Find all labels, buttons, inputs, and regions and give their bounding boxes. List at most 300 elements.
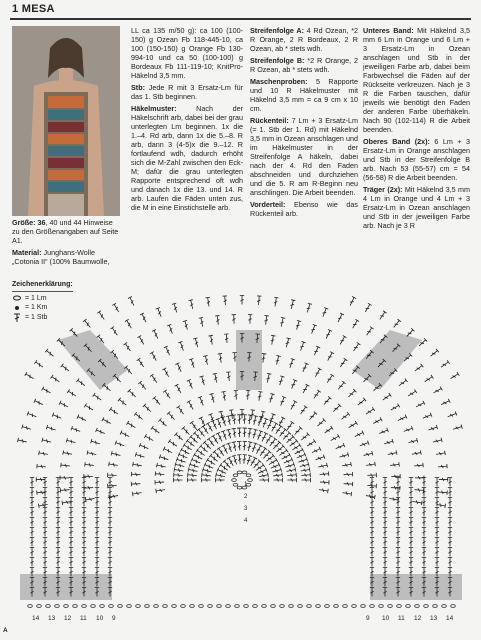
double-crochet-symbol: [435, 548, 439, 557]
pattern-label: Häkelmuster:: [131, 104, 177, 113]
legend-label-slip: = 1 Km: [25, 304, 48, 311]
stripe-a-paragraph: [250, 26, 358, 53]
double-crochet-symbol: [108, 508, 112, 517]
chain-stitch-symbol: [271, 605, 276, 608]
double-crochet-symbol: [174, 478, 183, 482]
double-crochet-symbol: [63, 450, 73, 456]
chain-stitch-symbol: [181, 605, 186, 608]
double-crochet-symbol: [56, 518, 60, 527]
double-crochet-symbol: [56, 488, 60, 497]
double-crochet-symbol: [449, 372, 459, 380]
double-crochet-symbol: [221, 391, 227, 401]
double-crochet-symbol: [438, 490, 447, 495]
chain-stitch-symbol: [237, 486, 242, 489]
double-crochet-symbol: [84, 474, 93, 479]
double-crochet-symbol: [108, 478, 112, 487]
double-crochet-symbol: [422, 558, 426, 567]
double-crochet-symbol: [43, 518, 47, 527]
double-crochet-symbol: [248, 315, 253, 324]
double-crochet-symbol: [339, 452, 349, 459]
double-crochet-symbol: [95, 478, 99, 487]
double-crochet-symbol: [318, 463, 328, 469]
double-crochet-symbol: [270, 335, 276, 345]
double-crochet-symbol: [95, 548, 99, 557]
double-crochet-symbol: [383, 508, 387, 517]
chain-stitch-symbol: [82, 605, 87, 608]
double-crochet-symbol: [216, 478, 225, 482]
stripe-b-paragraph: [250, 56, 358, 74]
upper-band-text: 6 Lm + 3 Ersatz-Lm in Orange anschlagen und Stb in der Streifenfolge B arb. Nach 53 (55-57) cm = 54 (56-58) R die Arbeit beenden.: [363, 137, 470, 182]
stripe-a-text: 4 Rd Ozean, *2 R Orange, 2 R Bordeaux, 2 R Ozean, ab * stets wdh.: [250, 26, 358, 53]
sizes-text: , 40 und 44 Hinweise zu den Größenangaben auf Seite A1.: [12, 218, 119, 245]
double-crochet-symbol: [45, 349, 55, 358]
double-crochet-symbol: [120, 431, 130, 439]
double-crochet-symbol: [432, 438, 442, 444]
double-crochet-symbol: [133, 462, 143, 468]
double-crochet-symbol: [108, 518, 112, 527]
chain-stitch-symbol: [242, 471, 247, 474]
double-crochet-symbol: [202, 473, 212, 479]
double-crochet-symbol: [108, 488, 112, 497]
chain-stitch-symbol: [233, 483, 238, 486]
double-crochet-symbol: [139, 443, 149, 451]
double-crochet-symbol: [251, 429, 258, 439]
chain-stitch-symbol: [370, 605, 375, 608]
double-crochet-symbol: [370, 498, 374, 507]
chain-stitch-symbol: [154, 605, 159, 608]
double-crochet-symbol: [137, 358, 146, 368]
double-crochet-symbol: [199, 317, 205, 327]
double-crochet-symbol: [422, 508, 426, 517]
page-footer: A: [3, 627, 8, 634]
double-crochet-symbol: [163, 390, 172, 400]
double-crochet-symbol: [366, 493, 376, 499]
double-crochet-symbol: [299, 341, 306, 351]
double-crochet-symbol: [176, 457, 186, 464]
chain-stitch-symbol: [136, 605, 141, 608]
double-crochet-symbol: [396, 538, 400, 547]
double-crochet-symbol: [322, 396, 331, 406]
double-crochet-symbol: [232, 315, 237, 324]
double-crochet-symbol: [221, 417, 228, 427]
chain-stitch-symbol: [388, 605, 393, 608]
double-crochet-symbol: [370, 548, 374, 557]
double-crochet-symbol: [347, 389, 357, 398]
double-crochet-symbol: [17, 438, 27, 444]
double-crochet-symbol: [46, 425, 56, 432]
double-crochet-symbol: [193, 453, 203, 461]
double-crochet-symbol: [189, 462, 199, 469]
double-crochet-symbol: [336, 313, 344, 323]
double-crochet-symbol: [370, 518, 374, 527]
row-number-label: 14: [446, 615, 454, 622]
chain-stitch-symbol: [237, 471, 242, 474]
double-crochet-symbol: [216, 473, 226, 479]
double-crochet-symbol: [259, 411, 265, 421]
double-crochet-symbol: [438, 464, 447, 469]
front-label: Vorderteil:: [250, 200, 286, 209]
double-crochet-symbol: [378, 311, 387, 321]
double-crochet-symbol: [183, 320, 190, 330]
double-crochet-symbol: [43, 558, 47, 567]
double-crochet-symbol: [43, 478, 47, 487]
round-number-label: 3: [244, 506, 248, 512]
double-crochet-symbol: [240, 296, 244, 305]
double-crochet-symbol: [242, 455, 247, 464]
double-crochet-symbol: [52, 413, 62, 421]
double-crochet-symbol: [203, 355, 209, 365]
double-crochet-symbol: [448, 508, 452, 517]
double-crochet-symbol: [200, 376, 207, 386]
double-crochet-symbol: [102, 417, 112, 425]
double-crochet-symbol: [363, 303, 371, 313]
double-crochet-symbol: [187, 400, 195, 410]
double-crochet-symbol: [111, 451, 121, 457]
double-crochet-symbol: [266, 420, 274, 430]
chain-stitch-symbol: [244, 605, 249, 608]
double-crochet-symbol: [56, 508, 60, 517]
double-crochet-symbol: [115, 441, 125, 448]
double-crochet-symbol: [448, 488, 452, 497]
double-crochet-symbol: [391, 474, 400, 479]
chain-stitch-symbol: [343, 605, 348, 608]
double-crochet-symbol: [205, 297, 211, 307]
double-crochet-symbol: [337, 381, 346, 391]
double-crochet-symbol: [352, 342, 361, 352]
double-crochet-symbol: [260, 432, 268, 442]
header-divider: [10, 18, 471, 20]
double-crochet-symbol: [159, 455, 169, 462]
double-crochet-symbol: [226, 429, 233, 439]
gauge-label: Maschenproben:: [250, 77, 308, 86]
double-crochet-symbol: [422, 413, 432, 421]
chain-stitch-symbol: [307, 605, 312, 608]
double-crochet-symbol: [396, 518, 400, 527]
double-crochet-symbol: [370, 488, 374, 497]
double-crochet-symbol: [69, 528, 73, 537]
double-crochet-symbol: [232, 428, 238, 438]
double-crochet-symbol: [175, 384, 183, 394]
double-crochet-symbol: [378, 428, 388, 436]
double-crochet-symbol: [256, 296, 261, 305]
double-crochet-symbol: [62, 499, 72, 505]
double-crochet-symbol: [448, 498, 452, 507]
double-crochet-symbol: [96, 428, 106, 436]
double-crochet-symbol: [109, 462, 119, 468]
pattern-paragraph: [131, 104, 243, 212]
double-crochet-symbol: [198, 396, 205, 406]
double-crochet-symbol: [237, 455, 242, 464]
double-crochet-symbol: [422, 518, 426, 527]
double-crochet-symbol: [199, 417, 207, 427]
double-crochet-symbol: [132, 490, 142, 496]
chain-stitch-symbol: [118, 605, 123, 608]
model-photo: [12, 26, 120, 216]
legend-label-dc: = 1 Stb: [25, 313, 48, 321]
double-crochet-symbol: [69, 508, 73, 517]
double-crochet-symbol: [224, 334, 229, 343]
double-crochet-symbol: [312, 390, 321, 400]
double-crochet-symbol: [56, 538, 60, 547]
double-crochet-symbol: [302, 478, 311, 482]
chain-stitch-symbol: [208, 605, 213, 608]
chain-stitch-symbol: [433, 605, 438, 608]
double-crochet-symbol: [409, 478, 413, 487]
double-crochet-symbol: [43, 548, 47, 557]
double-crochet-symbol: [42, 387, 52, 395]
double-crochet-symbol: [25, 372, 35, 380]
double-crochet-symbol: [82, 558, 86, 567]
double-crochet-symbol: [390, 462, 399, 467]
double-crochet-symbol: [56, 498, 60, 507]
gauge-paragraph: [250, 77, 358, 113]
material-label: Material:: [12, 248, 42, 257]
double-crochet-symbol: [273, 473, 283, 479]
double-crochet-symbol: [330, 434, 340, 442]
double-crochet-symbol: [82, 528, 86, 537]
double-crochet-symbol: [151, 426, 161, 435]
double-crochet-symbol: [264, 435, 272, 445]
double-crochet-symbol: [43, 508, 47, 517]
double-crochet-symbol: [95, 538, 99, 547]
double-crochet-symbol: [237, 441, 242, 450]
double-crochet-symbol: [110, 327, 119, 337]
double-crochet-symbol: [247, 428, 253, 438]
stb-paragraph: [131, 83, 243, 101]
chain-stitch-symbol: [109, 605, 114, 608]
double-crochet-symbol: [409, 558, 413, 567]
double-crochet-symbol: [283, 457, 293, 465]
double-crochet-symbol: [308, 412, 317, 422]
double-crochet-symbol: [422, 548, 426, 557]
double-crochet-symbol: [422, 528, 426, 537]
double-crochet-symbol: [354, 431, 364, 439]
double-crochet-symbol: [323, 426, 333, 435]
double-crochet-symbol: [435, 558, 439, 567]
double-crochet-symbol: [383, 548, 387, 557]
double-crochet-symbol: [435, 528, 439, 537]
double-crochet-symbol: [256, 430, 263, 440]
double-crochet-symbol: [272, 467, 282, 474]
double-crochet-symbol: [423, 375, 433, 384]
back-text: 7 Lm + 3 Ersatz-Lm (= 1. Stb der 1. Rd) mit Häkelnd 3,5 mm in Ozean anschlagen und im Häkelmuster in der Streifenfolge A häkeln, dabei nach der 4. Rd den Faden abschneiden und durchziehen und die 5. R am R-Beginn neu anschlingen. Die Arbeit beenden.: [250, 116, 358, 197]
sizes-paragraph: [12, 218, 122, 245]
double-crochet-symbol: [324, 329, 332, 339]
double-crochet-symbol: [422, 478, 426, 487]
double-crochet-symbol: [150, 352, 158, 362]
double-crochet-symbol: [112, 303, 120, 313]
double-crochet-symbol: [422, 488, 426, 497]
double-crochet-symbol: [153, 396, 162, 406]
double-crochet-symbol: [293, 426, 302, 436]
double-crochet-symbol: [82, 478, 86, 487]
double-crochet-symbol: [365, 407, 375, 416]
double-crochet-symbol: [315, 455, 325, 462]
double-crochet-symbol: [370, 508, 374, 517]
double-crochet-symbol: [242, 441, 247, 450]
chain-stitch-symbol: [262, 605, 267, 608]
double-crochet-symbol: [188, 473, 197, 478]
sizes-label: Größe: 36: [12, 218, 46, 227]
double-crochet-symbol: [178, 452, 188, 460]
double-crochet-symbol: [30, 548, 34, 557]
double-crochet-symbol: [30, 488, 34, 497]
double-crochet-symbol: [383, 518, 387, 527]
double-crochet-symbol: [34, 399, 44, 407]
double-crochet-symbol: [189, 359, 196, 369]
double-crochet-symbol: [250, 443, 257, 453]
double-crochet-symbol: [398, 379, 408, 388]
double-crochet-symbol: [268, 413, 275, 423]
double-crochet-symbol: [82, 508, 86, 517]
double-crochet-symbol: [143, 404, 153, 413]
double-crochet-symbol: [370, 558, 374, 567]
double-crochet-symbol: [383, 478, 387, 487]
double-crochet-symbol: [42, 438, 52, 444]
double-crochet-symbol: [144, 434, 154, 442]
double-crochet-symbol: [22, 424, 32, 431]
lower-band-text: Mit Häkelnd 3,5 mm 6 Lm in Orange und 6 Lm + 3 Ersatz-Lm in Ozean anschlagen und Stb in der jeweiligen Farbe arb, dabei beim Farbwechsel die Fäden auf der Rückseite verkreuzen. Nach je 3 R die Farben tauschen, dafür jeweils wie benötigt den Faden der anderen Farbe überhäkeln. Nach 90 (102-114) R die Arbeit beenden.: [363, 26, 470, 134]
double-crochet-symbol: [448, 528, 452, 537]
double-crochet-symbol: [164, 346, 172, 356]
double-crochet-symbol: [325, 374, 334, 384]
double-crochet-symbol: [125, 319, 133, 329]
chain-stitch-symbol: [442, 605, 447, 608]
double-crochet-symbol: [202, 467, 212, 474]
double-crochet-symbol: [30, 538, 34, 547]
double-crochet-symbol: [409, 538, 413, 547]
chain-stitch-symbol: [190, 605, 195, 608]
double-crochet-symbol: [432, 387, 442, 395]
double-crochet-symbol: [85, 496, 95, 502]
double-crochet-symbol: [187, 379, 195, 389]
crochet-chart: [10, 292, 472, 624]
double-crochet-symbol: [95, 518, 99, 527]
chain-stitch-symbol: [316, 605, 321, 608]
double-crochet-symbol: [286, 467, 296, 473]
double-crochet-symbol: [69, 548, 73, 557]
row-number-label: 13: [430, 615, 438, 622]
chain-stitch-symbol: [100, 605, 105, 608]
double-crochet-symbol: [134, 412, 144, 421]
double-crochet-symbol: [387, 450, 397, 456]
double-crochet-symbol: [202, 478, 211, 482]
double-crochet-symbol: [87, 450, 97, 456]
double-crochet-symbol: [285, 462, 295, 469]
stb-text: Jede R mit 3 Ersatz-Lm für das 1. Stb beginnen.: [131, 83, 243, 101]
double-crochet-symbol: [30, 508, 34, 517]
yarn-details: LL ca 135 m/50 g): ca 100 (100-150) g Ozean Fb 118-445-10, ca 100 (150-150) g Orange Fb 130-994-10 und ca 50 (100-100) g Bordeaux Fb 111-119-10; KnitPro-Häkelnd 3,5 mm.: [131, 26, 243, 80]
double-crochet-symbol: [359, 441, 369, 448]
double-crochet-symbol: [108, 548, 112, 557]
straps-label: Träger (2x):: [363, 185, 403, 194]
double-crochet-symbol: [383, 498, 387, 507]
double-crochet-symbol: [260, 478, 269, 482]
double-crochet-symbol: [128, 297, 136, 307]
round-number-label: 2: [244, 494, 248, 500]
double-crochet-symbol: [278, 376, 285, 386]
chain-stitch-symbol: [379, 605, 384, 608]
double-crochet-symbol: [284, 338, 291, 348]
double-crochet-symbol: [305, 303, 312, 313]
double-crochet-symbol: [396, 508, 400, 517]
double-crochet-symbol: [396, 498, 400, 507]
double-crochet-symbol: [414, 364, 424, 373]
double-crochet-symbol: [383, 558, 387, 567]
double-crochet-symbol: [344, 481, 353, 486]
front-paragraph: [250, 200, 358, 218]
round-number-label: 1: [244, 482, 248, 488]
double-crochet-symbol: [221, 430, 228, 440]
chain-stitch-symbol: [253, 605, 258, 608]
double-crochet-symbol: [365, 327, 374, 337]
double-crochet-symbol: [274, 478, 283, 482]
double-crochet-symbol: [43, 538, 47, 547]
double-crochet-symbol: [256, 417, 263, 427]
double-crochet-symbol: [226, 416, 232, 426]
double-crochet-symbol: [319, 471, 328, 476]
double-crochet-symbol: [69, 478, 73, 487]
double-crochet-symbol: [300, 433, 310, 442]
double-crochet-symbol: [383, 528, 387, 537]
double-crochet-symbol: [326, 352, 334, 362]
double-crochet-symbol: [60, 488, 69, 493]
double-crochet-symbol: [409, 518, 413, 527]
double-crochet-symbol: [188, 467, 198, 473]
double-crochet-symbol: [61, 364, 71, 373]
double-crochet-symbol: [299, 462, 309, 468]
chain-stitch-symbol: [172, 605, 177, 608]
double-crochet-symbol: [56, 558, 60, 567]
shaded-repeat-band: [58, 330, 128, 390]
double-crochet-symbol: [245, 455, 252, 465]
double-crochet-symbol: [287, 473, 296, 478]
double-crochet-symbol: [383, 488, 387, 497]
double-crochet-symbol: [91, 439, 101, 446]
double-crochet-symbol: [155, 480, 164, 485]
double-crochet-symbol: [252, 416, 258, 426]
chain-stitch-symbol: [406, 605, 411, 608]
double-crochet-symbol: [43, 528, 47, 537]
double-crochet-symbol: [356, 398, 366, 407]
double-crochet-symbol: [30, 478, 34, 487]
double-crochet-symbol: [150, 374, 159, 384]
double-crochet-symbol: [448, 478, 452, 487]
double-crochet-symbol: [108, 528, 112, 537]
double-crochet-symbol: [268, 393, 275, 403]
double-crochet-symbol: [140, 313, 148, 323]
double-crochet-symbol: [285, 421, 294, 431]
double-crochet-symbol: [348, 297, 356, 307]
double-crochet-symbol: [30, 558, 34, 567]
double-crochet-symbol: [152, 329, 160, 339]
chain-stitch-symbol: [352, 605, 357, 608]
double-crochet-symbol: [206, 422, 214, 432]
double-crochet-symbol: [273, 297, 279, 307]
double-crochet-symbol: [255, 445, 263, 455]
double-crochet-symbol: [108, 473, 117, 478]
chain-stitch-symbol: [55, 605, 60, 608]
double-crochet-symbol: [261, 418, 268, 428]
double-crochet-symbol: [403, 426, 413, 433]
double-crochet-symbol: [242, 415, 247, 424]
double-crochet-symbol: [396, 478, 400, 487]
chain-stitch-symbol: [127, 605, 132, 608]
double-crochet-symbol: [232, 442, 238, 452]
double-crochet-symbol: [69, 488, 73, 497]
double-crochet-symbol: [234, 391, 239, 400]
double-crochet-symbol: [216, 432, 224, 442]
